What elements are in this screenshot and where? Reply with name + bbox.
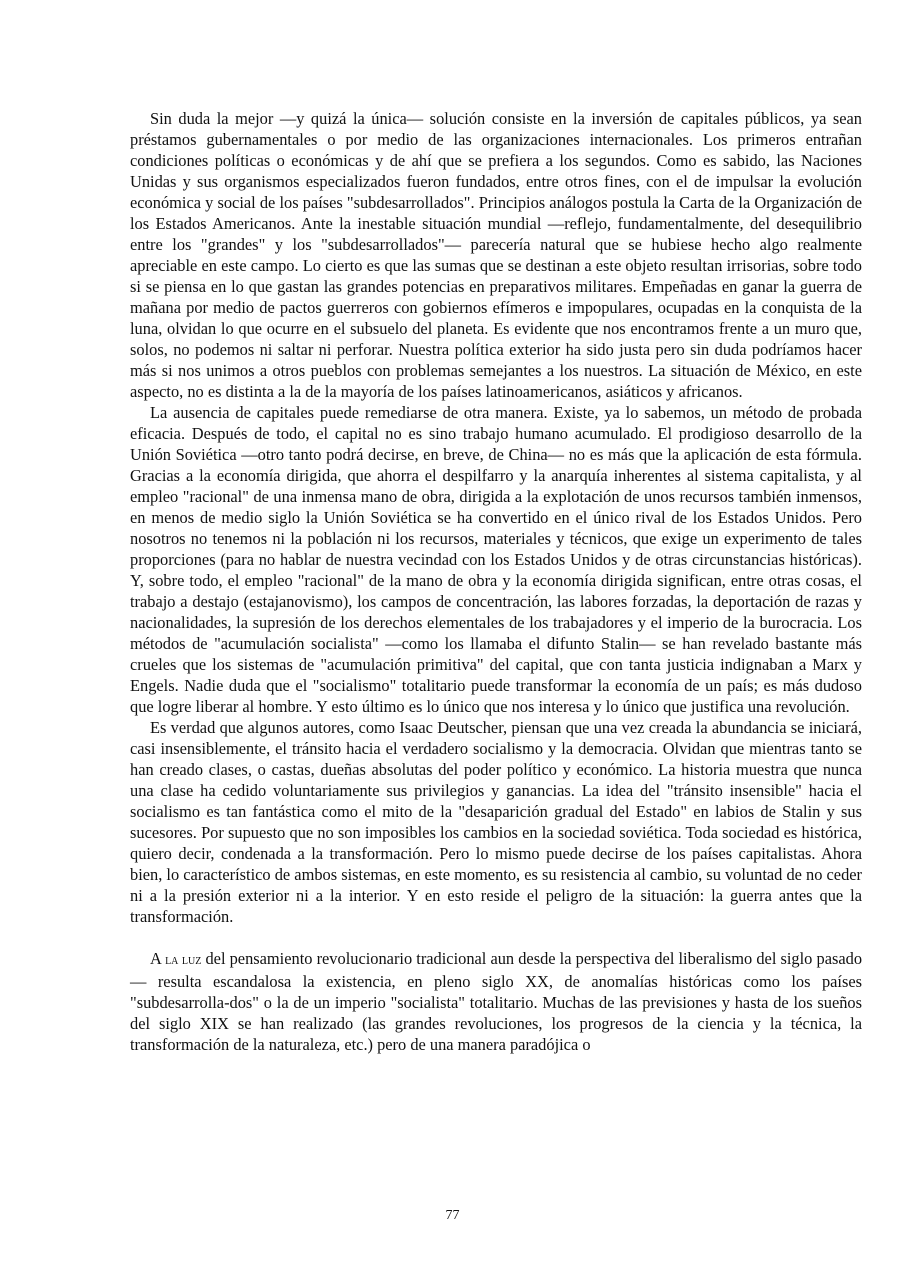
section-text: del pensamiento revolucionario tradicional aun desde la perspectiva del liberalismo del siglo pasado— resulta escandalosa la existencia, en pleno siglo XX, de anomalías históricas como los países "subdesarrolla-dos" o la de un imperio "socialista" totalitario. Muchas de las previsiones y hasta de los sueños del siglo XIX se han realizado (las grandes revoluciones, los progresos de la ciencia y la técnica, la transformación de la naturaleza, etc.) pero de una manera paradójica o — [130, 949, 863, 1054]
document-body — [130, 108, 862, 1055]
section-smallcaps-opening: la luz — [165, 953, 202, 968]
paragraph-1: Sin duda la mejor —y quizá la única— solución consiste en la inversión de capitales públicos, ya sean préstamos gubernamentales o por medio de las organizaciones internacionales. Los primeros entrañan condiciones políticas o económicas y de ahí que se prefiera a los segundos. Como es sabido, las Naciones Unidas y sus organismos especializados fueron fundados, entre otros fines, con el de impulsar la evolución económica y social de los países "subdesarrollados". Principios análogos postula la Carta de la Organización de los Estados Americanos. Ante la inestable situación mundial —reflejo, fundamentalmente, del desequilibrio entre los "grandes" y los "subdesarrollados"— parecería natural que se hubiese hecho algo realmente apreciable en este campo. Lo cierto es que las sumas que se destinan a este objeto resultan irrisorias, sobre todo si se piensa en lo que gastan las grandes potencias en preparativos militares. Empeñadas en ganar la guerra de mañana por medio de pactos guerreros con gobiernos efímeros e impopulares, ocupadas en la conquista de la luna, olvidan lo que ocurre en el subsuelo del planeta. Es evidente que nos encontramos frente a un muro que, solos, no podemos ni saltar ni perforar. Nuestra política exterior ha sido justa pero sin duda podríamos hacer más si nos unimos a otros pueblos con problemas semejantes a los nuestros. La situación de México, en este aspecto, no es distinta a la de la mayoría de los países latinoamericanos, asiáticos y africanos. — [130, 109, 862, 401]
section-lead: A — [150, 949, 166, 968]
paragraph-2: La ausencia de capitales puede remediarse de otra manera. Existe, ya lo sabemos, un método de probada eficacia. Después de todo, el capital no es sino trabajo humano acumulado. El prodigioso desarrollo de la Unión Soviética —otro tanto podrá decirse, en breve, de China— no es más que la aplicación de esta fórmula. Gracias a la economía dirigida, que ahorra el despilfarro y la anarquía inherentes al sistema capitalista, y al empleo "racional" de una inmensa mano de obra, dirigida a la explotación de unos recursos también inmensos, en menos de medio siglo la Unión Soviética se ha convertido en el único rival de los Estados Unidos. Pero nosotros no tenemos ni la población ni los recursos, materiales y técnicos, que exige un experimento de tales proporciones (para no hablar de nuestra vecindad con los Estados Unidos y de otras circunstancias históricas). Y, sobre todo, el empleo "racional" de la mano de obra y la economía dirigida significan, entre otras cosas, el trabajo a destajo (estajanovismo), los campos de concentración, las labores forzadas, la deportación de razas y nacionalidades, la supresión de los derechos elementales de los trabajadores y el imperio de la burocracia. Los métodos de "acumulación socialista" —como los llamaba el difunto Stalin— se han revelado bastante más crueles que los sistemas de "acumulación primitiva" del capital, que con tanta justicia indignaban a Marx y Engels. Nadie duda que el "socialismo" totalitario puede transformar la economía de un país; es más dudoso que logre liberar al hombre. Y esto último es lo único que nos interesa y lo único que justifica una revolución. — [130, 403, 862, 716]
page-number: 77 — [445, 1208, 460, 1223]
section-opening-paragraph — [130, 948, 862, 1055]
paragraph-3: Es verdad que algunos autores, como Isaac Deutscher, piensan que una vez creada la abundancia se iniciará, casi insensiblemente, el tránsito hacia el verdadero socialismo y la democracia. Olvidan que mientras tanto se han creado clases, o castas, dueñas absolutas del poder político y económico. La historia muestra que nunca una clase ha cedido voluntariamente sus privilegios y ganancias. La idea del "tránsito insensible" hacia el socialismo es tan fantástica como el mito de la "desaparición gradual del Estado" en labios de Stalin y sus sucesores. Por supuesto que no son imposibles los cambios en la sociedad soviética. Toda sociedad es histórica, quiero decir, condenada a la transformación. Pero lo mismo puede decirse de los países capitalistas. Ahora bien, lo característico de ambos sistemas, en este momento, es su resistencia al cambio, su voluntad de no ceder ni a la presión exterior ni a la interior. Y en esto reside el peligro de la situación: la guerra antes que la transformación. — [130, 718, 862, 926]
